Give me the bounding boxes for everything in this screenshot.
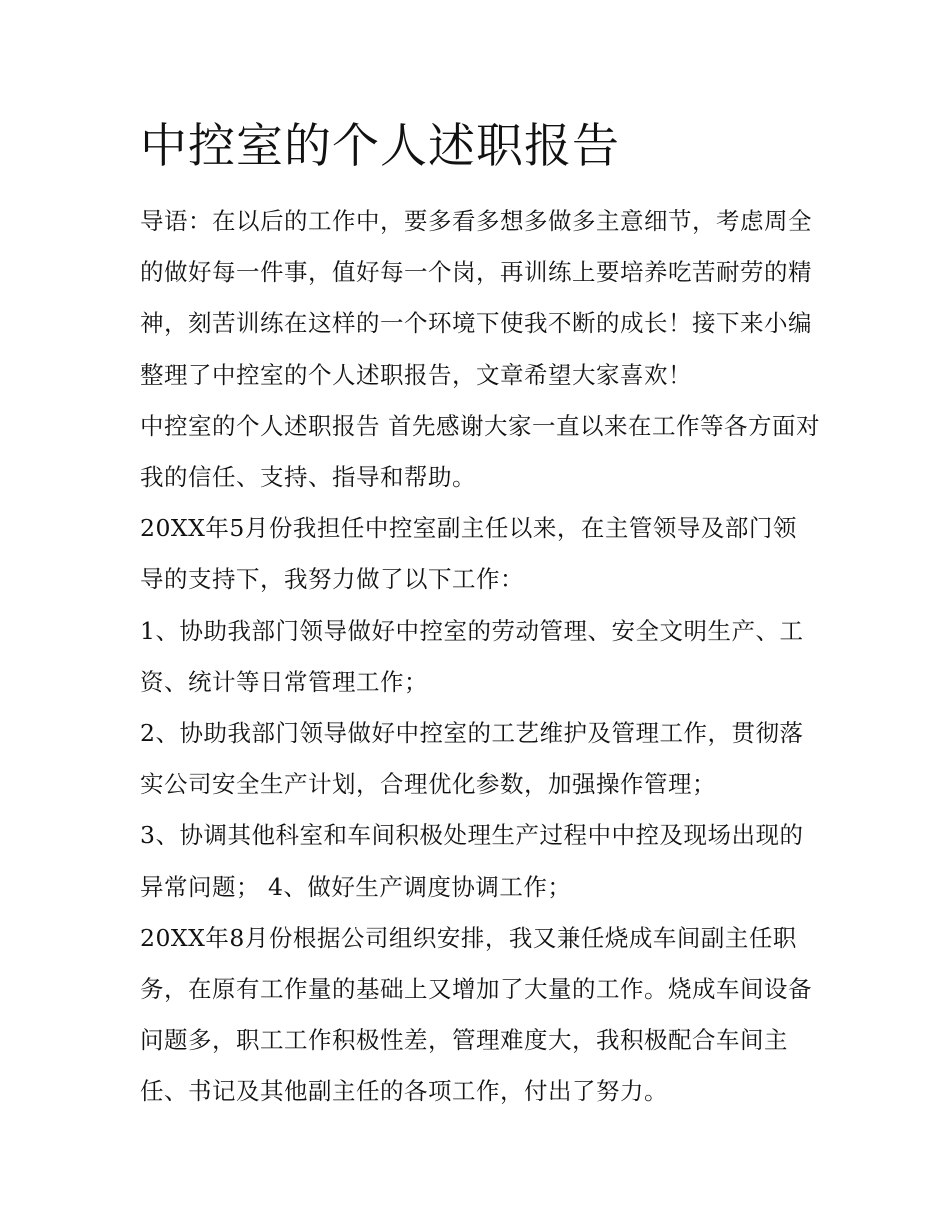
paragraph-august-work: 20XX年8月份根据公司组织安排，我又兼任烧成车间副主任职务，在原有工作量的基础上又增加了大量的工作。烧成车间设备问题多，职工工作积极性差，管理难度大，我积极配合车间主任、书记及其他副主任的各项工作，付出了努力。 (140, 923, 812, 1106)
paragraph-thanks: 中控室的个人述职报告 首先感谢大家一直以来在工作等各方面对我的信任、支持、指导和帮助。 (140, 411, 820, 492)
document-title: 中控室的个人述职报告 (140, 119, 620, 174)
paragraph-item-2: 2、协助我部门领导做好中控室的工艺维护及管理工作，贯彻落实公司安全生产计划，合理优化参数，加强操作管理； (140, 719, 804, 799)
paragraph-item-1: 1、协助我部门领导做好中控室的劳动管理、安全文明生产、工资、统计等日常管理工作； (140, 616, 804, 696)
paragraph-item-3-4: 3、协调其他科室和车间积极处理生产过程中中控及现场出现的异常问题； 4、做好生产调度协调工作； (140, 821, 804, 901)
document-body (140, 196, 820, 1118)
paragraph-may-work: 20XX年5月份我担任中控室副主任以来，在主管领导及部门领导的支持下，我努力做了以下工作： (140, 514, 797, 594)
paragraph-intro: 导语：在以后的工作中，要多看多想多做多主意细节，考虑周全的做好每一件事，值好每一个岗，再训练上要培养吃苦耐劳的精神，刻苦训练在这样的一个环境下使我不断的成长！接下来小编整理了中控室的个人述职报告，文章希望大家喜欢！ (140, 207, 812, 389)
